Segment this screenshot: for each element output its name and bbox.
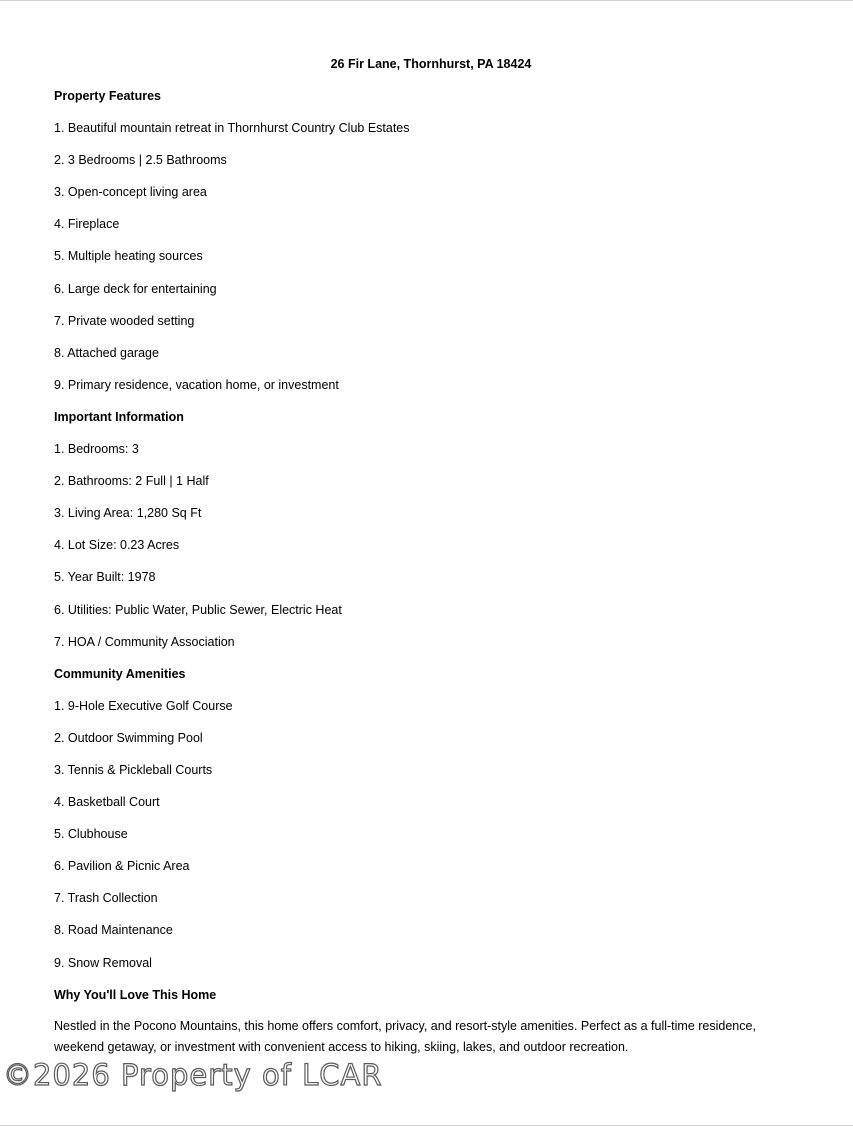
document-body — [54, 87, 814, 1058]
list-item: 3. Tennis & Pickleball Courts — [54, 762, 213, 777]
section-heading-community-amenities: Community Amenities — [54, 666, 186, 681]
list-item: 4. Fireplace — [54, 217, 120, 232]
list-item: 6. Pavilion & Picnic Area — [54, 859, 190, 874]
section-heading-property-features: Property Features — [54, 89, 161, 103]
list-item: 6. Large deck for entertaining — [54, 281, 217, 296]
list-item: 8. Road Maintenance — [54, 923, 173, 938]
closing-paragraph: Nestled in the Pocono Mountains, this home offers comfort, privacy, and resort-style amenities. Perfect as a full-time residence, weekend getaway, or investment with convenient access to hiking, skiing, lakes, and outdoor recreation. — [54, 1018, 756, 1054]
section-heading-important-information: Important Information — [54, 409, 184, 424]
list-item: 7. Trash Collection — [54, 891, 158, 906]
list-item: 1. Bedrooms: 3 — [54, 442, 139, 457]
list-item: 7. Private wooded setting — [54, 313, 195, 328]
list-item: 6. Utilities: Public Water, Public Sewer, Electric Heat — [54, 602, 342, 617]
page-top-border — [0, 0, 853, 1]
list-item: 3. Open-concept living area — [54, 185, 207, 200]
list-item: 9. Primary residence, vacation home, or investment — [54, 377, 339, 392]
list-item: 3. Living Area: 1,280 Sq Ft — [54, 506, 202, 521]
list-item: 8. Attached garage — [54, 345, 159, 360]
list-item: 5. Year Built: 1978 — [54, 570, 156, 585]
document-title: 26 Fir Lane, Thornhurst, PA 18424 — [330, 57, 532, 71]
list-item: 1. 9-Hole Executive Golf Course — [54, 698, 233, 713]
list-item: 2. 3 Bedrooms | 2.5 Bathrooms — [54, 153, 227, 168]
list-item: 5. Clubhouse — [54, 827, 128, 842]
list-item: 9. Snow Removal — [54, 955, 152, 970]
list-item: 2. Outdoor Swimming Pool — [54, 730, 203, 745]
list-item: 5. Multiple heating sources — [54, 249, 203, 264]
list-item: 7. HOA / Community Association — [54, 634, 235, 649]
list-item: 4. Basketball Court — [54, 795, 160, 810]
list-item: 2. Bathrooms: 2 Full | 1 Half — [54, 474, 209, 489]
list-item: 4. Lot Size: 0.23 Acres — [54, 538, 180, 553]
page-bottom-border — [0, 1125, 853, 1126]
list-item: 1. Beautiful mountain retreat in Thornhurst Country Club Estates — [54, 121, 410, 136]
section-heading-why-you-will-love: Why You'll Love This Home — [54, 987, 217, 1002]
copyright-watermark: ©2026 Property of LCAR — [3, 1058, 383, 1092]
